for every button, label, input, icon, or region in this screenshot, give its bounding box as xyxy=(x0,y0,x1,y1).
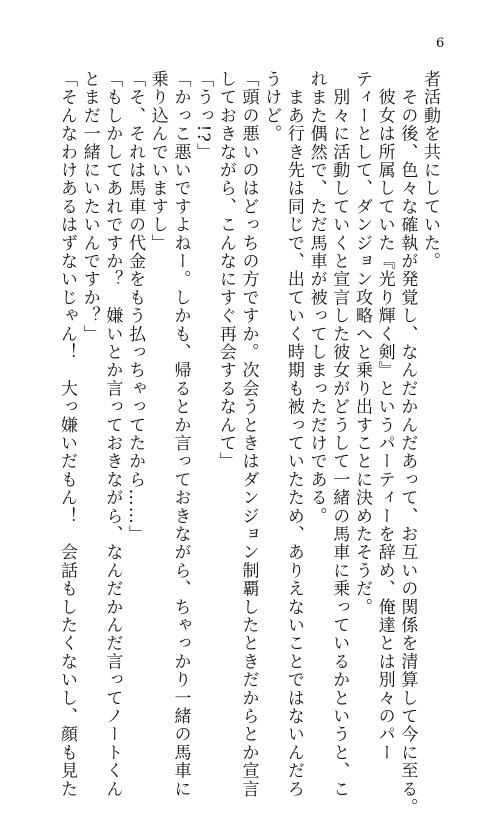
text-line: れまた偶然で、ただ馬車が被ってしまっただけである。 xyxy=(306,70,327,525)
text-line: うけど。 xyxy=(261,70,282,143)
page-number: 6 xyxy=(436,36,445,51)
text-line: とまだ一緒にいたいんですか？」 xyxy=(79,70,100,343)
text-line: 「頭の悪いのはどっちの方ですか。次会うときはダンジョン制覇したときだからとか宣言 xyxy=(238,70,259,798)
text-line: 「うっ!?」 xyxy=(193,70,214,162)
text-line: 「かっこ悪いですよねー。しかも、帰るとか言っておきながら、ちゃっかり一緒の馬車に xyxy=(170,70,191,798)
text-line: 「そ、それは馬車の代金をもう払っちゃってたから……」 xyxy=(125,70,146,544)
text-line: その後、色々な確執が発覚し、なんだかんだあって、お互いの関係を清算して今に至る。 xyxy=(397,70,418,816)
vertical-text-body xyxy=(57,70,440,816)
text-line: 別々に活動していくと宣言した彼女がどうして一緒の馬車に乗っているかというと、こ xyxy=(329,70,350,798)
text-line: 「そんなわけあるはずないじゃん！ 大っ嫌いだもん！ 会話もしたくないし、顔も見た xyxy=(57,70,77,798)
text-line: 者活動を共にしていた。 xyxy=(420,70,440,271)
text-line: しておきながら、こんなにすぐ再会するなんて」 xyxy=(215,70,236,471)
text-line: 彼女は所属していた『光り輝く剣』というパーティーを辞め、俺達とは別々のパー xyxy=(374,70,395,762)
text-line: まあ行き先は同じで、出ていく時期も被っていたため、ありえないことではないんだろ xyxy=(283,70,304,798)
text-line: 「もしかしてあれですか？ 嫌いとか言っておきながら、なんだかんだ言ってノートくん xyxy=(102,70,123,798)
text-line: ティーとして、ダンジョン攻略へと乗り出すことに決めたそうだ。 xyxy=(351,70,372,616)
text-line: 乗り込んでいますし」 xyxy=(147,70,168,252)
